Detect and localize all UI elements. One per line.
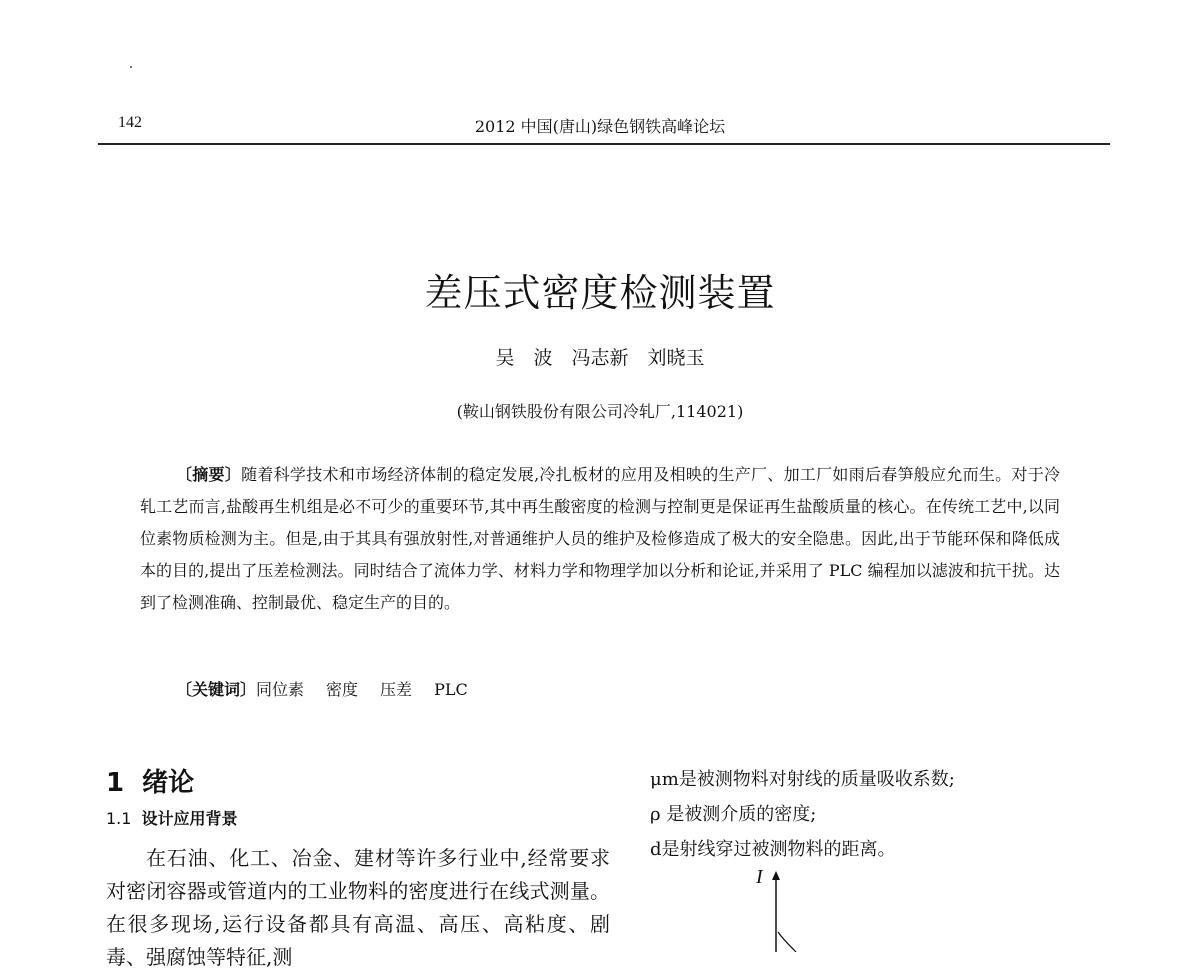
abstract [140,459,1060,619]
text-line: ρ 是被测介质的密度; [650,804,817,825]
figure-graph [700,858,900,952]
abstract-text: 随着科学技术和市场经济体制的稳定发展,冷扎板材的应用及相映的生产厂、加工厂如雨后春笋般应允而生。对于冷轧工艺而言,盐酸再生机组是必不可少的重要环节,其中再生酸密度的检测与控制更是保证再生盐酸质量的核心。在传统工艺中,以同位素物质检测为主。但是,由于其具有强放射性,对普通维护人员的维护及检修造成了极大的安全隐患。因此,出于节能环保和降低成本的目的,提出了压差检测法。同时结合了流体力学、材料力学和物理学加以分析和论证,并采用了 PLC 编程加以滤波和抗干扰。达到了检测准确、控制最优、稳定生产的目的。 [140,465,1060,612]
paper-authors: 吴 波 冯志新 刘晓玉 [495,347,705,369]
keyword-item: PLC [434,680,468,699]
text-line: d是射线穿过被测物料的距离。 [650,839,896,860]
keywords [176,677,490,700]
body-text-right [650,762,1110,867]
subsection-number: 1.1 [106,809,132,828]
keyword-item: 同位素 [256,680,305,699]
paragraph: 在石油、化工、冶金、建材等许多行业中,经常要求对密闭容器或管道内的工业物料的密度进行在线式测量。在很多现场,运行设备都具有高温、高压、高粘度、剧毒、强腐蚀等特征,测 [106,846,610,969]
section-heading [106,762,194,799]
page-number: 142 [118,114,142,131]
abstract-label: 〔摘要〕 [176,465,242,484]
subsection-title: 设计应用背景 [141,809,238,828]
subsection-heading [106,806,237,829]
keywords-label: 〔关键词〕 [176,680,257,699]
figure-axis-label: I [756,866,763,888]
scan-dot [130,66,132,68]
section-title: 绪论 [142,768,195,798]
header-rule [98,143,1110,145]
paper-affiliation: (鞍山钢铁股份有限公司冷轧厂,114021) [456,402,744,421]
running-header: 2012 中国(唐山)绿色钢铁高峰论坛 [474,117,726,136]
keyword-item: 压差 [380,680,413,699]
text-line: μm是被测物料对射线的质量吸收系数; [650,769,955,790]
body-text-left [106,842,610,974]
paper-title: 差压式密度检测装置 [424,271,776,315]
section-number: 1 [106,768,125,798]
figure-curve [778,932,796,952]
figure-axis-arrow [772,871,780,880]
keyword-item: 密度 [326,680,359,699]
